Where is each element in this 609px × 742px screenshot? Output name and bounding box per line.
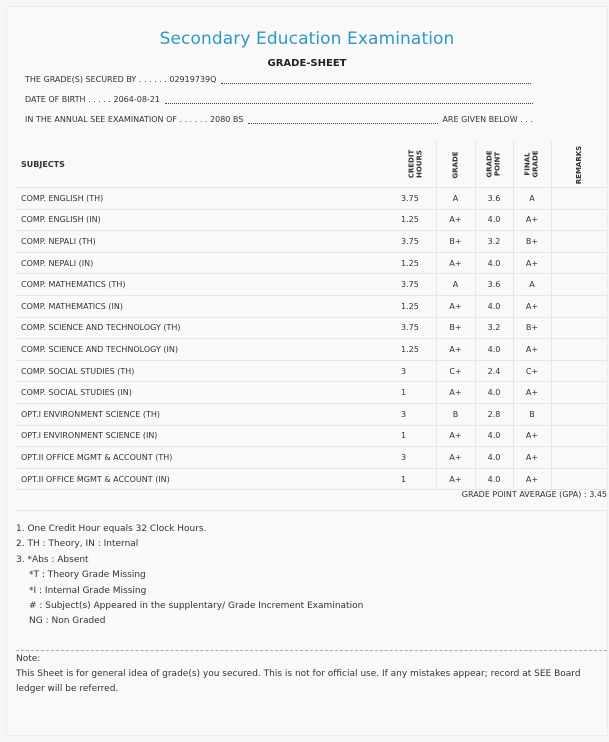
final-grade-cell: A	[513, 188, 551, 210]
subject-cell: COMP. NEPALI (TH)	[15, 231, 395, 253]
remarks-cell	[551, 188, 607, 210]
table-row	[15, 339, 607, 361]
table-row	[15, 231, 607, 253]
credit-hours-cell: 1.25	[395, 295, 436, 317]
table-row	[15, 317, 607, 339]
final-grade-cell: B+	[513, 231, 551, 253]
dob-line	[25, 95, 581, 109]
subject-cell: COMP. SCIENCE AND TECHNOLOGY (TH)	[15, 317, 395, 339]
credit-hours-cell: 3.75	[395, 317, 436, 339]
dashed-divider	[16, 650, 607, 651]
grade-cell: B	[436, 403, 475, 425]
remarks-cell	[551, 252, 607, 274]
grade-cell: A+	[436, 209, 475, 231]
note-line: 3. *Abs : Absent	[16, 554, 89, 565]
disclaimer-text: This Sheet is for general idea of grade(s) you secured. This is not for official use. If any mistakes appear; record at SEE Board ledger will be referred.	[16, 669, 581, 694]
grade-point-cell: 4.0	[475, 447, 513, 469]
remarks-cell	[551, 339, 607, 361]
exam-label: IN THE ANNUAL SEE EXAMINATION OF . . . . . .	[25, 115, 208, 124]
dotted-leader	[165, 95, 533, 104]
final-grade-cell: A+	[513, 382, 551, 404]
credit-hours-cell: 3	[395, 447, 436, 469]
header-final-grade: FINAL GRADE	[513, 141, 551, 188]
secured-by-label: THE GRADE(S) SECURED BY . . . . . .	[25, 75, 167, 84]
table-row	[15, 360, 607, 382]
dotted-leader	[248, 115, 438, 124]
subject-cell: COMP. SCIENCE AND TECHNOLOGY (IN)	[15, 339, 395, 361]
subject-cell: OPT.I ENVIRONMENT SCIENCE (IN)	[15, 425, 395, 447]
subject-cell: COMP. ENGLISH (IN)	[15, 209, 395, 231]
remarks-cell	[551, 425, 607, 447]
note-line: # : Subject(s) Appeared in the supplentary/ Grade Increment Examination	[29, 601, 364, 612]
grade-cell: A+	[436, 382, 475, 404]
gpa-label: GRADE POINT AVERAGE (GPA) :	[461, 490, 587, 499]
grade-cell: A+	[436, 252, 475, 274]
credit-hours-cell: 3	[395, 360, 436, 382]
credit-hours-cell: 1.25	[395, 339, 436, 361]
grades-table	[15, 141, 607, 490]
credit-hours-cell: 1	[395, 468, 436, 490]
header-grade: GRADE	[436, 141, 475, 188]
credit-hours-cell: 3.75	[395, 274, 436, 296]
note-line: NG : Non Graded	[29, 616, 106, 627]
grade-point-cell: 3.6	[475, 188, 513, 210]
credit-hours-cell: 3.75	[395, 188, 436, 210]
credit-hours-cell: 3.75	[395, 231, 436, 253]
remarks-cell	[551, 468, 607, 490]
subject-cell: COMP. SOCIAL STUDIES (IN)	[15, 382, 395, 404]
grade-cell: B+	[436, 317, 475, 339]
grade-point-cell: 4.0	[475, 425, 513, 447]
grade-cell: B+	[436, 231, 475, 253]
final-grade-cell: A	[513, 274, 551, 296]
remarks-cell	[551, 447, 607, 469]
subject-cell: COMP. SOCIAL STUDIES (TH)	[15, 360, 395, 382]
note-line: 2. TH : Theory, IN : Internal	[16, 539, 139, 550]
disclaimer	[16, 652, 604, 697]
final-grade-cell: A+	[513, 425, 551, 447]
table-row	[15, 274, 607, 296]
final-grade-cell: A+	[513, 209, 551, 231]
table-row	[15, 209, 607, 231]
final-grade-cell: A+	[513, 252, 551, 274]
grade-point-cell: 2.4	[475, 360, 513, 382]
grade-point-cell: 2.8	[475, 403, 513, 425]
grade-sheet	[6, 6, 608, 736]
table-row	[15, 252, 607, 274]
subject-cell: COMP. MATHEMATICS (IN)	[15, 295, 395, 317]
header-grade-point: GRADE POINT	[475, 141, 513, 188]
date-of-birth: 2064-08-21	[113, 95, 160, 104]
subject-cell: COMP. ENGLISH (TH)	[15, 188, 395, 210]
grade-point-cell: 4.0	[475, 209, 513, 231]
grade-point-cell: 4.0	[475, 468, 513, 490]
final-grade-cell: C+	[513, 360, 551, 382]
grade-cell: A+	[436, 339, 475, 361]
subject-cell: COMP. MATHEMATICS (TH)	[15, 274, 395, 296]
subject-cell: COMP. NEPALI (IN)	[15, 252, 395, 274]
remarks-cell	[551, 209, 607, 231]
remarks-cell	[551, 317, 607, 339]
grade-point-cell: 4.0	[475, 339, 513, 361]
final-grade-cell: B	[513, 403, 551, 425]
table-row	[15, 468, 607, 490]
final-grade-cell: A+	[513, 468, 551, 490]
remarks-cell	[551, 295, 607, 317]
grade-point-cell: 4.0	[475, 295, 513, 317]
grade-cell: A+	[436, 295, 475, 317]
final-grade-cell: A+	[513, 447, 551, 469]
credit-hours-cell: 1	[395, 425, 436, 447]
subject-cell: OPT.II OFFICE MGMT & ACCOUNT (IN)	[15, 468, 395, 490]
note-line: 1. One Credit Hour equals 32 Clock Hours.	[16, 524, 207, 534]
remarks-cell	[551, 231, 607, 253]
header-credit-hours: CREDIT HOURS	[395, 141, 436, 188]
legend-notes	[16, 522, 363, 630]
subject-cell: OPT.I ENVIRONMENT SCIENCE (TH)	[15, 403, 395, 425]
grade-cell: A+	[436, 468, 475, 490]
header-subjects: SUBJECTS	[15, 141, 395, 188]
table-row	[15, 403, 607, 425]
table-row	[15, 382, 607, 404]
exam-suffix: ARE GIVEN BELOW . . .	[442, 115, 533, 124]
table-row	[15, 188, 607, 210]
dob-label: DATE OF BIRTH . . . . .	[25, 95, 111, 104]
credit-hours-cell: 3	[395, 403, 436, 425]
page-title: Secondary Education Examination	[159, 29, 455, 49]
grade-cell: A	[436, 274, 475, 296]
subject-cell: OPT.II OFFICE MGMT & ACCOUNT (TH)	[15, 447, 395, 469]
divider	[15, 510, 607, 511]
disclaimer-heading: Note:	[16, 654, 41, 664]
header-remarks: REMARKS	[551, 141, 607, 188]
page-subtitle: GRADE-SHEET	[267, 58, 347, 69]
table-row	[15, 295, 607, 317]
table-row	[15, 447, 607, 469]
grade-cell: A+	[436, 425, 475, 447]
note-line: *I : Internal Grade Missing	[29, 585, 147, 596]
dotted-leader	[221, 75, 531, 84]
symbol-number: 02919739Q	[169, 75, 217, 84]
remarks-cell	[551, 382, 607, 404]
credit-hours-cell: 1.25	[395, 252, 436, 274]
secured-by-line	[25, 75, 581, 89]
grade-point-cell: 3.2	[475, 317, 513, 339]
grade-point-cell: 4.0	[475, 252, 513, 274]
table-header-row	[15, 141, 607, 188]
exam-year: 2080 BS	[210, 115, 244, 124]
note-line: *T : Theory Grade Missing	[29, 570, 146, 581]
table-row	[15, 425, 607, 447]
remarks-cell	[551, 403, 607, 425]
final-grade-cell: B+	[513, 317, 551, 339]
exam-line	[25, 115, 581, 129]
grade-point-cell: 3.6	[475, 274, 513, 296]
credit-hours-cell: 1.25	[395, 209, 436, 231]
final-grade-cell: A+	[513, 339, 551, 361]
grade-point-cell: 3.2	[475, 231, 513, 253]
grade-cell: A	[436, 188, 475, 210]
credit-hours-cell: 1	[395, 382, 436, 404]
grade-point-cell: 4.0	[475, 382, 513, 404]
final-grade-cell: A+	[513, 295, 551, 317]
remarks-cell	[551, 360, 607, 382]
gpa-line	[462, 490, 607, 499]
gpa-value: 3.45	[589, 490, 607, 499]
grades-body	[15, 188, 607, 490]
grade-cell: A+	[436, 447, 475, 469]
remarks-cell	[551, 274, 607, 296]
grade-cell: C+	[436, 360, 475, 382]
